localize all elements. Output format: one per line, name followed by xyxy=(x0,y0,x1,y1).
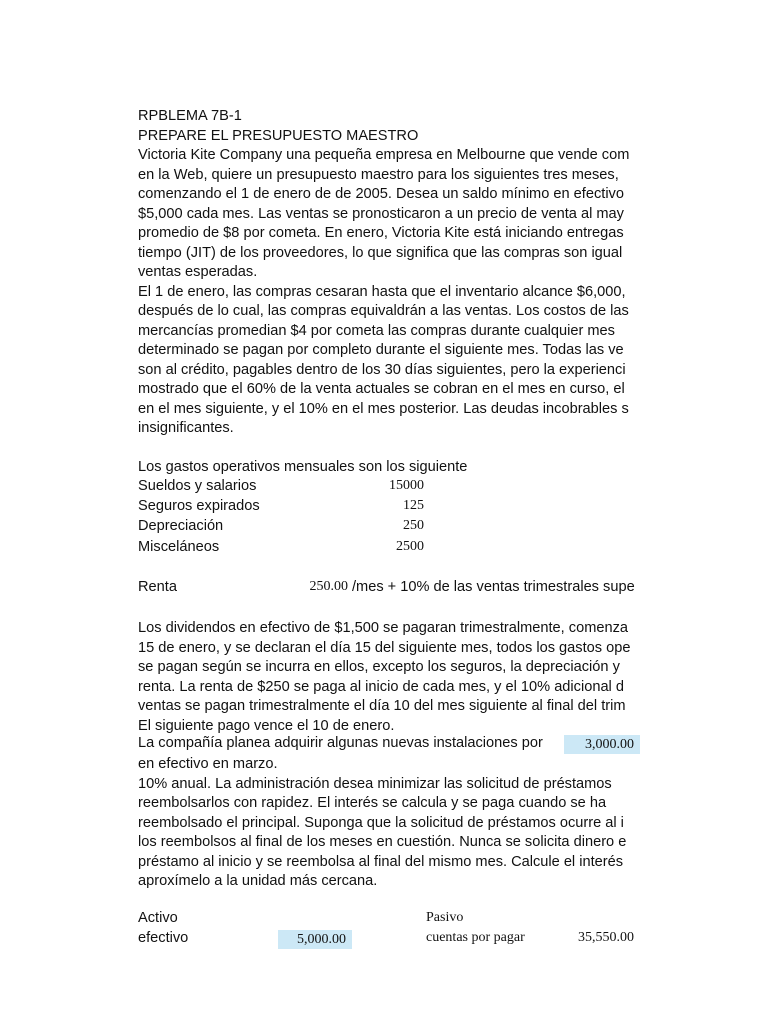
text-line: Victoria Kite Company una pequeña empresa en Melbourne que vende com xyxy=(138,147,630,163)
expense-row xyxy=(0,478,640,498)
expense-value: 2500 xyxy=(396,539,424,554)
intro-paragraph xyxy=(138,146,629,439)
text-line: 10% anual. La administración desea minimizar las solicitud de préstamos xyxy=(138,775,612,792)
text-line: aproxímelo a la unidad más cercana. xyxy=(138,873,378,889)
text-line: comenzando el 1 de enero de de 2005. Desea un saldo mínimo en efectivo xyxy=(138,186,624,202)
cash-value-cell[interactable]: 5,000.00 xyxy=(278,930,352,949)
expense-value: 250 xyxy=(403,518,424,533)
cash-label: efectivo xyxy=(138,930,189,946)
text-line: promedio de $8 por cometa. En enero, Victoria Kite está iniciando entregas xyxy=(138,225,624,241)
purchase-row xyxy=(0,735,640,755)
policy-paragraph xyxy=(138,619,630,736)
expenses-heading: Los gastos operativos mensuales son los siguiente xyxy=(138,459,468,475)
text-line: los reembolsos al final de los meses en cuestión. Nunca se solicita dinero e xyxy=(138,834,627,850)
problem-title xyxy=(138,107,418,146)
purchase-text: La compañía planea adquirir algunas nuevas instalaciones por xyxy=(138,735,543,751)
text-line: en el mes siguiente, y el 10% en el mes posterior. Las deudas incobrables s xyxy=(138,400,629,417)
text-line: mercancías promedian $4 por cometa las compras durante cualquier mes xyxy=(138,322,615,339)
text-line: ventas esperadas. xyxy=(138,264,258,280)
expense-label: Seguros expirados xyxy=(138,498,260,514)
payables-value-cell[interactable]: 35,550.00 xyxy=(578,930,634,945)
liability-heading: Pasivo xyxy=(426,910,464,925)
text-line: en la Web, quiere un presupuesto maestro para los siguientes tres meses, xyxy=(138,166,619,183)
text-line: reembolsado el principal. Suponga que la solicitud de préstamos ocurre al i xyxy=(138,814,624,831)
problem-heading: PREPARE EL PRESUPUESTO MAESTRO xyxy=(138,127,419,144)
rent-row xyxy=(0,579,640,599)
balance-values-row xyxy=(0,930,640,950)
text-line: son al crédito, pagables dentro de los 30 días siguientes, pero la experienci xyxy=(138,361,626,378)
expense-label: Depreciación xyxy=(138,518,224,534)
text-line: insignificantes. xyxy=(138,420,234,436)
rent-label: Renta xyxy=(138,579,177,595)
text-line: El 1 de enero, las compras cesaran hasta que el inventario alcance $6,000, xyxy=(138,283,626,300)
text-line: reembolsarlos con rapidez. El interés se calcula y se paga cuando se ha xyxy=(138,795,607,811)
text-line: renta. La renta de $250 se paga al inicio de cada mes, y el 10% adicional d xyxy=(138,678,624,695)
expense-value: 125 xyxy=(403,498,424,513)
text-line: se pagan según se incurra en ellos, excepto los seguros, la depreciación y xyxy=(138,659,620,675)
text-line: después de lo cual, las compras equivaldrán a las ventas. Los costos de las xyxy=(138,303,629,319)
text-line: mostrado que el 60% de la venta actuales se cobran en el mes en curso, el xyxy=(138,381,625,397)
text-line: ventas se pagan trimestralmente el día 10 del mes siguiente al final del trim xyxy=(138,698,626,714)
problem-code: RPBLEMA 7B-1 xyxy=(138,108,242,124)
text-line: en efectivo en marzo. xyxy=(138,756,278,772)
expense-value: 15000 xyxy=(389,478,424,493)
expense-row xyxy=(0,498,640,518)
expense-label: Misceláneos xyxy=(138,539,220,555)
text-line: tiempo (JIT) de los proveedores, lo que significa que las compras son igual xyxy=(138,244,623,261)
text-line: 15 de enero, y se declaran el día 15 del siguiente mes, todos los gastos ope xyxy=(138,639,631,656)
text-line: $5,000 cada mes. Las ventas se pronosticaron a un precio de venta al may xyxy=(138,205,624,222)
expense-row xyxy=(0,518,640,538)
expense-row xyxy=(0,539,640,559)
purchase-amount-cell[interactable]: 3,000.00 xyxy=(564,735,640,754)
text-line: determinado se pagan por completo durante el siguiente mes. Todas las ve xyxy=(138,342,624,358)
payables-label: cuentas por pagar xyxy=(426,930,525,945)
loan-paragraph xyxy=(138,755,626,892)
rent-terms: /mes + 10% de las ventas trimestrales supe xyxy=(352,579,635,595)
text-line: Los dividendos en efectivo de $1,500 se pagaran trimestralmente, comenza xyxy=(138,620,628,636)
balance-heading-row xyxy=(0,910,640,930)
rent-value: 250.00 xyxy=(309,579,348,594)
expense-label: Sueldos y salarios xyxy=(138,478,257,494)
asset-heading: Activo xyxy=(138,910,178,926)
text-line: El siguiente pago vence el 10 de enero. xyxy=(138,717,395,734)
text-line: préstamo al inicio y se reembolsa al final del mismo mes. Calcule el interés xyxy=(138,853,624,870)
